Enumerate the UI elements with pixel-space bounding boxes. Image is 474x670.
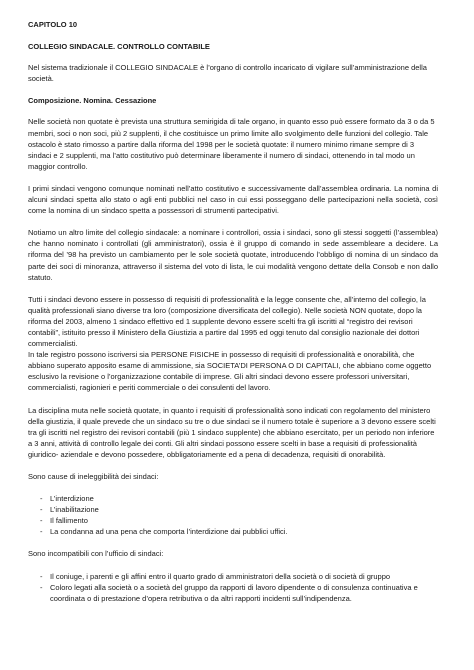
list-item: - Il fallimento bbox=[40, 515, 438, 526]
body-paragraph-4: Tutti i sindaci devono essere in possesso di requisiti di professionalità e la legge consente che, all’interno del collegio, la qualità professionali siano diverse tra loro (composizione diversificata del collegio). Nelle società NON quotate, dopo la riforma del 2003, almeno 1 sindaco effettivo ed 1 supplente devono essere scelti fra gli iscritti al “registro dei revisori contabili”, istituito presso il Ministero della Giustizia a partire dal 1995 ed oggi tenuto dal consiglio nazionale dei dottori commercialisti. bbox=[28, 294, 426, 349]
body-paragraph-5: In tale registro possono iscriversi sia PERSONE FISICHE in possesso di requisiti di professionalità e onorabilità, che abbiano superato apposito esame di ammissione, sia SOCIETA’DI PERSONA O DI CAPITALI, che abbiano come oggetto esclusivo la revisione o l’organizzazione contabile di imprese. Gli altri sindaci devono essere professori universitari, commercialisti, ragionieri e periti commerciale o dei consulenti del lavoro. bbox=[28, 350, 432, 393]
list-item: - Coloro legati alla società o a società del gruppo da rapporti di lavoro dipendente o di consulenza continuativa e coordinata o di prestazione d’opera retributiva o da altri rapporti incidenti sull’indipendenza. bbox=[40, 582, 438, 604]
list-item: - L’interdizione bbox=[40, 493, 438, 504]
chapter-heading: CAPITOLO 10 bbox=[28, 20, 78, 29]
ineleggibilita-intro: Sono cause di ineleggibilità dei sindaci: bbox=[28, 472, 159, 481]
body-paragraph-3: Notiamo un altro limite del collegio sindacale: a nominare i controllori, ossia i sindaci, sono gli stessi soggetti (l’assemblea) che hanno nominato i controllati (gli amministratori), ossia è il gruppo di comando in sede assembleare a decidere. La riforma del ’98 ha previsto un cambiamento per le sole società quotate, introducendo l’obbligo di nomina di un sindaco da parte dei soci di minoranza, attraverso il sistema del voto di lista, le cui modalità vengono dettate della Consob e non dallo statuto. bbox=[28, 228, 438, 282]
section-heading: Composizione. Nomina. Cessazione bbox=[28, 96, 157, 106]
ineleggibilita-list bbox=[28, 493, 438, 537]
body-paragraph-2: I primi sindaci vengono comunque nominati nell’atto costitutivo e successivamente dall’assemblea ordinaria. La nomina di alcuni sindaci spetta allo stato o agli enti pubblici nel caso in cui essi posseggano delle partecipazioni nella società, così come la nomina di un sindaco spetta a possessori di strumenti partecipativi. bbox=[28, 183, 438, 216]
page-title: COLLEGIO SINDACALE. CONTROLLO CONTABILE bbox=[28, 42, 210, 52]
body-paragraph-1: Nelle società non quotate è prevista una struttura semirigida di tale organo, in quanto esso può essere formato da 3 o da 5 membri, soci o non soci, più 2 supplenti, il che costituisce un primo limite allo svolgimento delle funzioni del collegio. Tale ostacolo è stato rimosso a partire dalla riforma del 1998 per le società quotate: il numero minimo rimane sempre di 3 sindaci e 2 supplenti, ma l’atto costitutivo può determinare liberamente il numero di sindaci, ottenendo in tal modo un maggior controllo. bbox=[28, 117, 435, 171]
list-item: - Il coniuge, i parenti e gli affini entro il quarto grado di amministratori della società o di società di gruppo bbox=[40, 571, 438, 582]
body-paragraph-6: La disciplina muta nelle società quotate, in quanto i requisiti di professionalità sono indicati con regolamento del ministero della giustizia, il quale prevede che un sindaco su tre o due sindaci se il numero totale è superiore a 3 devono essere scelti tra gli iscritti nel registro dei revisori contabili (più 1 sindaco supplente) che abbiano esercitato, per un periodo non inferiore a 3 anni, attività di controllo legale dei conti. Gli altri sindaci possono essere scelti in base a requisiti di professionalità giuridico- aziendale e devono possedere, obbligatoriamente ed a pena di decadenza, requisiti di onorabilità. bbox=[28, 405, 436, 459]
incompatibili-intro: Sono incompatibili con l’ufficio di sindaci: bbox=[28, 549, 164, 559]
list-item: - La condanna ad una pena che comporta l’interdizione dai pubblici uffici. bbox=[40, 526, 438, 537]
list-item: - L’inabilitazione bbox=[40, 504, 438, 515]
incompatibili-list bbox=[28, 571, 438, 604]
intro-paragraph: Nel sistema tradizionale il COLLEGIO SINDACALE è l’organo di controllo incaricato di vigilare sull’amministrazione della società. bbox=[28, 63, 427, 84]
